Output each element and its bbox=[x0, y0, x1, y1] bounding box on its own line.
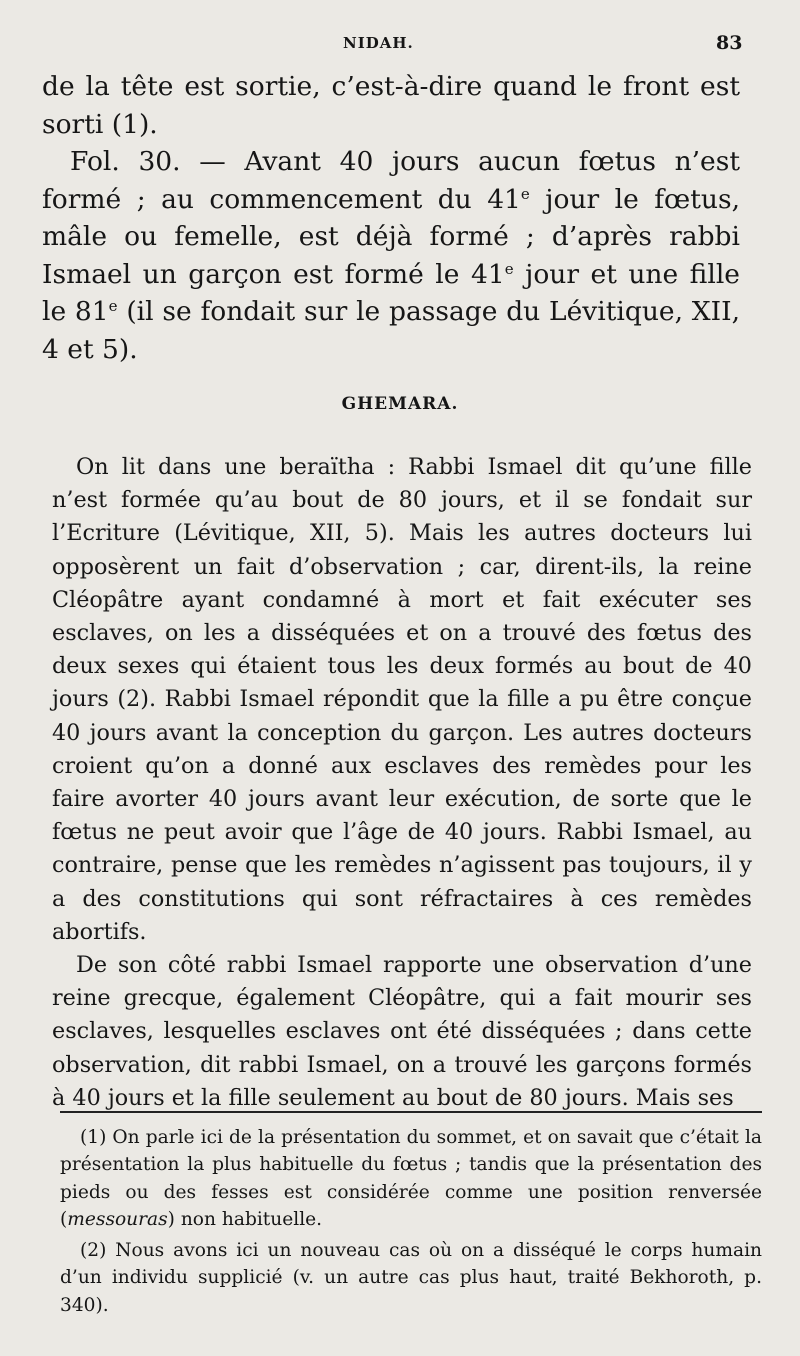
paragraph-text: (il se fondait sur le passage du Lévitique, XII, 4 et 5). bbox=[42, 296, 740, 365]
ordinal-superscript: e bbox=[520, 184, 530, 203]
footnote-italic-term: messouras bbox=[67, 1208, 168, 1230]
mishnah-text bbox=[42, 68, 740, 368]
paragraph-text: Fol. 30. — Avant 40 jours aucun fœtus n’est formé ; au commencement du 41 bbox=[42, 146, 740, 215]
footnote-divider bbox=[60, 1111, 762, 1113]
paragraph-text: de la tête est sortie, c’est-à-dire quand le front est sorti (1). bbox=[42, 71, 740, 140]
ordinal-superscript: e bbox=[108, 297, 118, 315]
footnote: (2) Nous avons ici un nouveau cas où on a disséqué le corps humain d’un individu supplicié (v. un autre cas plus haut, traité Bekhoroth, p. 340). bbox=[60, 1240, 762, 1316]
footnote-text: ) non habituelle. bbox=[167, 1208, 323, 1230]
footnotes bbox=[60, 1124, 762, 1319]
footnote-text: (1) On parle ici de la présentation du sommet, et on savait que c’était la présentation la plus habituelle du fœtus ; tandis que la présentation des pieds ou des fesses est considérée comme une position renversée ( bbox=[60, 1127, 762, 1230]
gemara-text bbox=[52, 451, 752, 1115]
paragraph-text: jour le fœtus, mâle ou femelle, est déjà formé ; d’après rabbi Ismael un garçon est formé le 41 bbox=[42, 183, 740, 290]
page-header bbox=[0, 30, 800, 60]
section-heading: GHEMARA. bbox=[341, 394, 459, 414]
page-number: 83 bbox=[716, 32, 743, 54]
paragraph: On lit dans une beraïtha : Rabbi Ismael dit qu’une fille n’est formée qu’au bout de 80 jours, et il se fondait sur l’Ecriture (Lévitique, XII, 5). Mais les autres docteurs lui opposèrent un fait d’observation ; car, dirent-ils, la reine Cléopâtre ayant condamné à mort et fait exécuter ses esclaves, on les a disséquées et on a trouvé des fœtus des deux sexes qui étaient tous les deux formés au bout de 40 jours (2). Rabbi Ismael répondit que la fille a pu être conçue 40 jours avant la conception du garçon. Les autres docteurs croient qu’on a donné aux esclaves des remèdes pour les faire avorter 40 jours avant leur exécution, de sorte que le fœtus ne peut avoir que l’âge de 40 jours. Rabbi Ismael, au contraire, pense que les remèdes n’agissent pas toujours, il y a des constitutions qui sont réfractaires à ces remèdes abortifs. bbox=[52, 454, 752, 945]
paragraph bbox=[42, 68, 740, 143]
running-head: NIDAH. bbox=[343, 34, 414, 52]
paragraph: De son côté rabbi Ismael rapporte une observation d’une reine grecque, également Cléopâtre, qui a fait mourir ses esclaves, lesquelles esclaves ont été disséquées ; dans cette observation, dit rabbi Ismael, on a trouvé les garçons formés à 40 jours et la fille seulement au bout de 80 jours. Mais ses bbox=[52, 952, 752, 1111]
paragraph-text: jour et une fille le 81 bbox=[42, 258, 740, 327]
ordinal-superscript: e bbox=[504, 259, 514, 278]
footnote bbox=[60, 1124, 762, 1233]
paragraph bbox=[42, 143, 740, 368]
